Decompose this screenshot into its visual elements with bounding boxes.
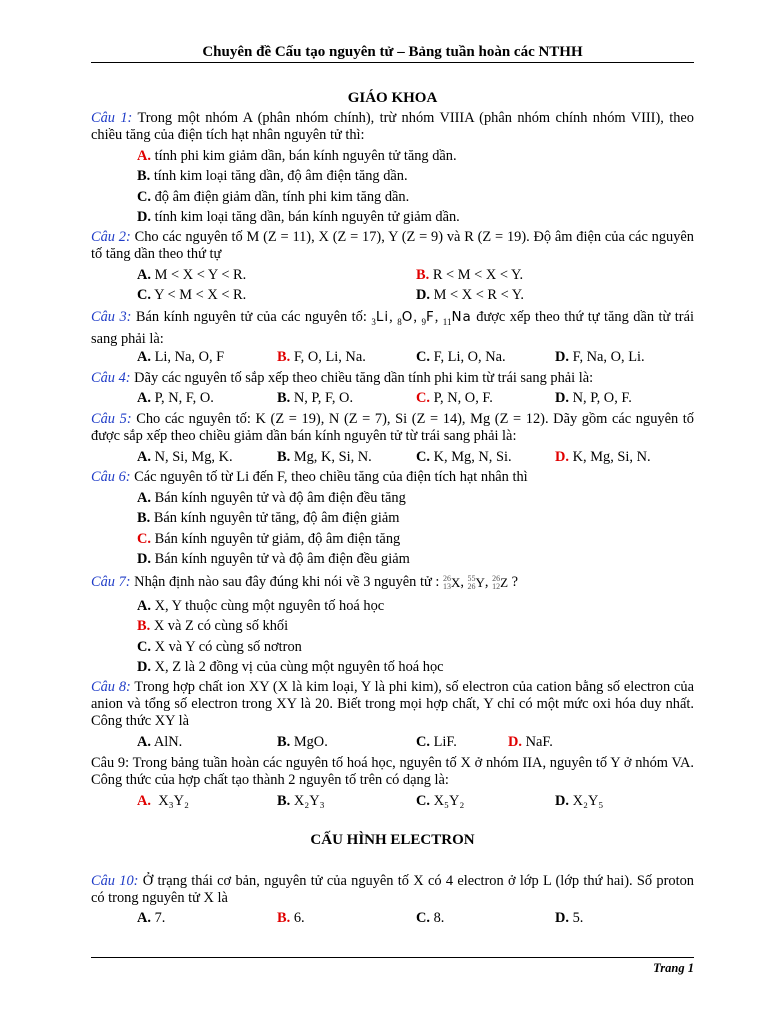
- question-text: Dãy các nguyên tố sắp xếp theo chiều tăng dần tính phi kim từ trái sang phải là:: [130, 370, 594, 386]
- q4-option-c: C. P, N, O, F.: [416, 390, 493, 406]
- question-number: Câu 10:: [91, 873, 139, 889]
- q3-option-d: D. F, Na, O, Li.: [555, 349, 645, 365]
- question-9: [91, 755, 694, 789]
- question-number: Câu 6:: [91, 469, 131, 485]
- question-text: Ở trạng thái cơ bản, nguyên tử của nguyên tố X có 4 electron ở lớp L (lớp thứ hai). Số proton có trong nguyên tử X là: [91, 873, 694, 906]
- question-8: [91, 679, 694, 730]
- q9-option-b: B. X₂Y₃: [277, 793, 325, 809]
- q3-option-c: C. F, Li, O, Na.: [416, 349, 506, 365]
- question-text: Trong một nhóm A (phân nhóm chính), trừ nhóm VIIIA (phân nhóm chính nhóm VIII), theo chiều tăng của điện tích hạt nhân nguyên tử thì:: [91, 110, 694, 143]
- question-text: Trong hợp chất ion XY (X là kim loại, Y là phi kim), số electron của cation bằng số electron của anion và tổng số electron trong XY là 20. Biết trong mọi hợp chất, Y chỉ có một mức oxi hóa duy nhất. Công thức XY là: [91, 679, 694, 729]
- q1-option-a: A. tính phi kim giảm dần, bán kính nguyên tử tăng dần.: [137, 148, 457, 164]
- question-text: Cho các nguyên tố M (Z = 11), X (Z = 17), Y (Z = 9) và R (Z = 19). Độ âm điện của các nguyên tố tăng dần theo thứ tự: [91, 229, 694, 262]
- q7-option-a: A. X, Y thuộc cùng một nguyên tố hoá học: [137, 598, 385, 614]
- page-header: Chuyên đề Cấu tạo nguyên tử – Bảng tuần hoàn các NTHH: [202, 44, 583, 60]
- isotope-z: 26 12: [492, 573, 501, 591]
- q4-option-b: B. N, P, F, O.: [277, 390, 354, 406]
- question-10: [91, 873, 694, 907]
- q6-option-d: D. Bán kính nguyên tử và độ âm điện đều giảm: [137, 551, 410, 567]
- q10-option-a: A. 7.: [137, 910, 166, 926]
- question-6: [91, 469, 694, 486]
- question-number: Câu 8:: [91, 679, 131, 695]
- isotope-x: 26 13: [442, 573, 451, 591]
- q2-option-c: C. Y < M < X < R.: [137, 287, 247, 303]
- q8-option-d: D. NaF.: [508, 734, 553, 750]
- question-number: Câu 1:: [91, 110, 133, 126]
- q3-option-b: B. F, O, Li, Na.: [277, 349, 366, 365]
- page-number: Trang 1: [653, 961, 694, 975]
- q9-option-c: C. X₅Y₂: [416, 793, 465, 809]
- q5-option-a: A. N, Si, Mg, K.: [137, 449, 233, 465]
- q8-option-b: B. MgO.: [277, 734, 328, 750]
- q4-option-a: A. P, N, F, O.: [137, 390, 214, 406]
- q8-option-a: A. AlN.: [137, 734, 183, 750]
- q9-option-d: D. X₂Y₅: [555, 793, 604, 809]
- footer-rule: [91, 957, 694, 958]
- q10-option-c: C. 8.: [416, 910, 445, 926]
- q7-option-d: D. X, Z là 2 đồng vị của cùng một nguyên tố hoá học: [137, 659, 444, 675]
- q2-option-d: D. M < X < R < Y.: [416, 287, 524, 303]
- q10-option-d: D. 5.: [555, 910, 584, 926]
- question-number: Câu 4:: [91, 370, 131, 386]
- section-title-cau-hinh-electron: CẤU HÌNH ELECTRON: [310, 832, 475, 848]
- question-5: [91, 411, 694, 445]
- q7-option-b: B. X và Z có cùng số khối: [137, 618, 289, 634]
- header-rule: [91, 62, 694, 63]
- question-7: Câu 7: Nhận định nào sau đây đúng khi nói về 3 nguyên tử : 26 13X, 55 26Y, 26 12Z ?: [91, 573, 519, 591]
- question-number: Câu 2:: [91, 229, 131, 245]
- q1-option-c: C. độ âm điện giảm dần, tính phi kim tăng dần.: [137, 189, 410, 205]
- q4-option-d: D. N, P, O, F.: [555, 390, 632, 406]
- question-text: Cho các nguyên tố: K (Z = 19), N (Z = 7), Si (Z = 14), Mg (Z = 12). Dãy gồm các nguyên tố được sắp xếp theo chiều giảm dần bán kính nguyên tử từ trái sang phải là:: [91, 411, 694, 444]
- q2-option-b: B. R < M < X < Y.: [416, 267, 524, 283]
- section-title-giao-khoa: GIÁO KHOA: [347, 90, 438, 106]
- q6-option-a: A. Bán kính nguyên tử và độ âm điện đều tăng: [137, 490, 406, 506]
- question-number: Câu 5:: [91, 411, 132, 427]
- question-3: Câu 3: Bán kính nguyên tử của các nguyên tố: $_3$Li, $_8$O, $_9$F, $_{11}$Na được xếp theo thứ tự tăng dần từ trái sang phải là:: [91, 309, 694, 347]
- q3-option-a: A. Li, Na, O, F: [137, 349, 225, 365]
- q1-option-d: D. tính kim loại tăng dần, bán kính nguyên tử giảm dần.: [137, 209, 460, 225]
- q6-option-c: C. Bán kính nguyên tử giảm, độ âm điện tăng: [137, 531, 401, 547]
- q10-option-b: B. 6.: [277, 910, 305, 926]
- question-text: Các nguyên tố từ Li đến F, theo chiều tăng của điện tích hạt nhân thì: [130, 469, 528, 485]
- q2-option-a: A. M < X < Y < R.: [137, 267, 247, 283]
- q5-option-c: C. K, Mg, N, Si.: [416, 449, 512, 465]
- question-1: [91, 110, 694, 144]
- q5-option-b: B. Mg, K, Si, N.: [277, 449, 372, 465]
- question-2: [91, 229, 694, 263]
- q9-option-a: A. X₃Y₂: [137, 793, 190, 809]
- q6-option-b: B. Bán kính nguyên tử tăng, độ âm điện giảm: [137, 510, 400, 526]
- question-4: [91, 370, 694, 387]
- q1-option-b: B. tính kim loại tăng dần, độ âm điện tăng dần.: [137, 168, 408, 184]
- question-text: Câu 9: Trong bảng tuần hoàn các nguyên tố hoá học, nguyên tố X ở nhóm IIA, nguyên tố Y ở nhóm VA. Công thức của hợp chất tạo thành 2 nguyên tố trên có dạng là:: [91, 755, 694, 788]
- q5-option-d: D. K, Mg, Si, N.: [555, 449, 651, 465]
- question-number: Câu 7:: [91, 574, 131, 590]
- isotope-y: 55 26: [467, 573, 476, 591]
- q8-option-c: C. LiF.: [416, 734, 457, 750]
- question-number: Câu 3:: [91, 309, 132, 325]
- q7-option-c: C. X và Y có cùng số nơtron: [137, 639, 302, 655]
